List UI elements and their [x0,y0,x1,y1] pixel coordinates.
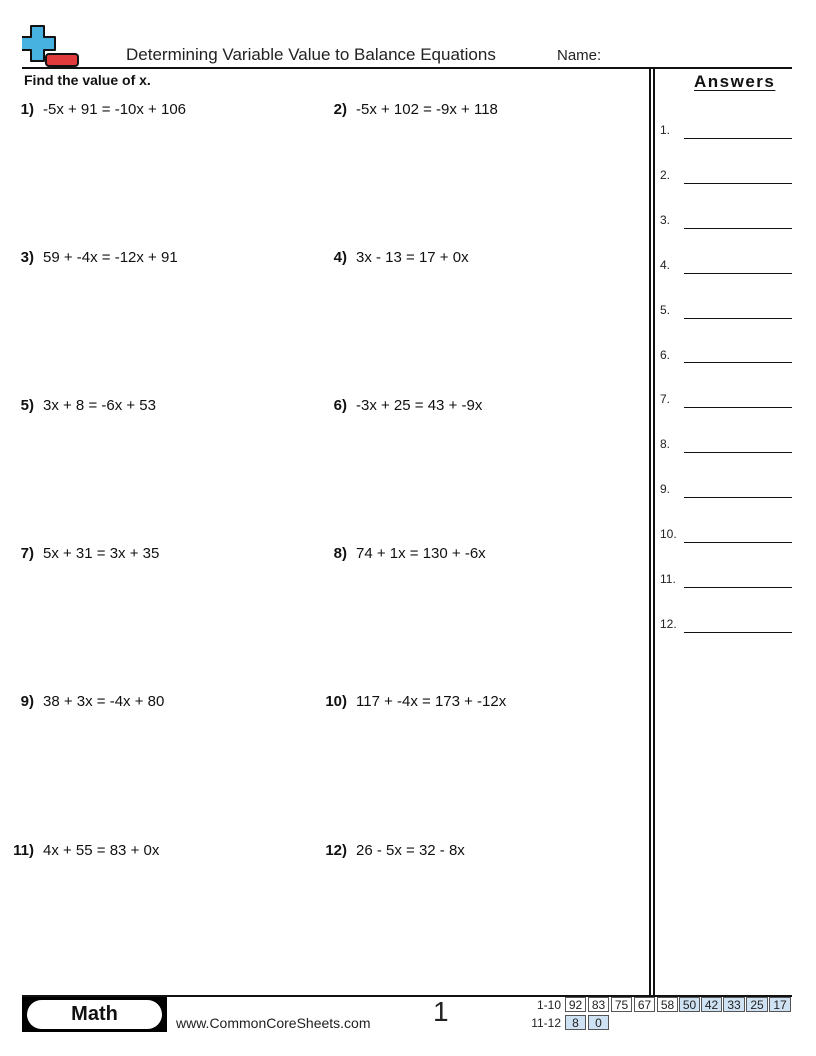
name-label: Name: [557,47,602,64]
score-cell: 92 [565,997,586,1012]
answer-number: 3. [660,213,671,227]
problem-number: 7) [20,545,34,562]
answer-blank-5[interactable] [684,318,792,319]
column-divider [653,68,655,995]
problem-number: 12) [325,842,347,859]
score-cell: 0 [588,1015,609,1030]
score-cell: 17 [769,997,791,1012]
score-cell: 25 [746,997,768,1012]
problem-number: 6) [333,397,347,414]
plus-minus-logo-icon [22,24,80,68]
problem-equation: 4x + 55 = 83 + 0x [43,842,160,859]
answer-number: 1. [660,123,671,137]
score-cell: 33 [723,997,745,1012]
page-number: 1 [433,996,449,1027]
problem-equation: 74 + 1x = 130 + -6x [356,545,486,562]
problem-7 [8,545,159,562]
score-cell: 58 [657,997,678,1012]
score-cell: 8 [565,1015,586,1030]
worksheet-title: Determining Variable Value to Balance Equations [126,45,496,64]
problem-number: 9) [20,693,34,710]
problem-equation: -5x + 102 = -9x + 118 [356,101,498,118]
website-link[interactable]: www.CommonCoreSheets.com [176,1015,371,1031]
answers-heading: Answers [694,72,776,91]
problem-4 [321,249,469,266]
problem-equation: 5x + 31 = 3x + 35 [43,545,160,562]
score-cell: 75 [611,997,632,1012]
answer-number: 4. [660,258,671,272]
answer-blank-3[interactable] [684,228,792,229]
answer-number: 12. [660,617,677,631]
answer-blank-10[interactable] [684,542,792,543]
answer-blank-4[interactable] [684,273,792,274]
problem-number: 10) [325,693,347,710]
problem-equation: 38 + 3x = -4x + 80 [43,693,165,710]
answer-number: 6. [660,348,671,362]
problem-2 [321,101,498,118]
score-cell: 50 [679,997,700,1012]
problem-equation: 117 + -4x = 173 + -12x [356,693,507,710]
answer-number: 7. [660,392,671,406]
answer-blank-11[interactable] [684,587,792,588]
answer-number: 2. [660,168,671,182]
score-row-label: 11-12 [531,1016,561,1030]
answer-blank-6[interactable] [684,362,792,363]
problem-12 [321,842,465,859]
problem-equation: 3x + 8 = -6x + 53 [43,397,156,414]
problem-9 [8,693,164,710]
problem-8 [321,545,486,562]
answer-number: 8. [660,437,671,451]
problem-number: 11) [13,842,34,859]
answer-blank-7[interactable] [684,407,792,408]
answer-blank-1[interactable] [684,138,792,139]
problem-equation: -5x + 91 = -10x + 106 [43,101,187,118]
answer-number: 11. [660,572,676,586]
problem-6 [321,397,482,414]
instructions: Find the value of x. [24,72,151,88]
problem-1 [8,101,186,118]
problem-number: 2) [333,101,347,118]
answer-blank-9[interactable] [684,497,792,498]
answer-number: 9. [660,482,671,496]
problem-5 [8,397,156,414]
problem-number: 1) [20,101,34,118]
score-row-label: 1-10 [536,998,561,1012]
answer-blank-12[interactable] [684,632,792,633]
problem-number: 8) [333,545,347,562]
problem-number: 4) [333,249,347,266]
score-cell: 83 [588,997,609,1012]
problem-equation: 59 + -4x = -12x + 91 [43,249,178,266]
problem-equation: -3x + 25 = 43 + -9x [356,397,483,414]
problem-equation: 26 - 5x = 32 - 8x [356,842,465,859]
score-cell: 67 [634,997,655,1012]
answer-blank-2[interactable] [684,183,792,184]
answer-number: 10. [660,527,677,541]
problem-3 [8,249,178,266]
problem-11 [8,842,159,859]
problem-10 [321,693,506,710]
problem-equation: 3x - 13 = 17 + 0x [356,249,469,266]
answer-blank-8[interactable] [684,452,792,453]
subject-badge: Math [27,1000,162,1029]
score-cell: 42 [701,997,722,1012]
problem-number: 5) [20,397,34,414]
answer-number: 5. [660,303,671,317]
problem-number: 3) [20,249,34,266]
header-rule [22,67,792,69]
column-divider [649,68,651,995]
